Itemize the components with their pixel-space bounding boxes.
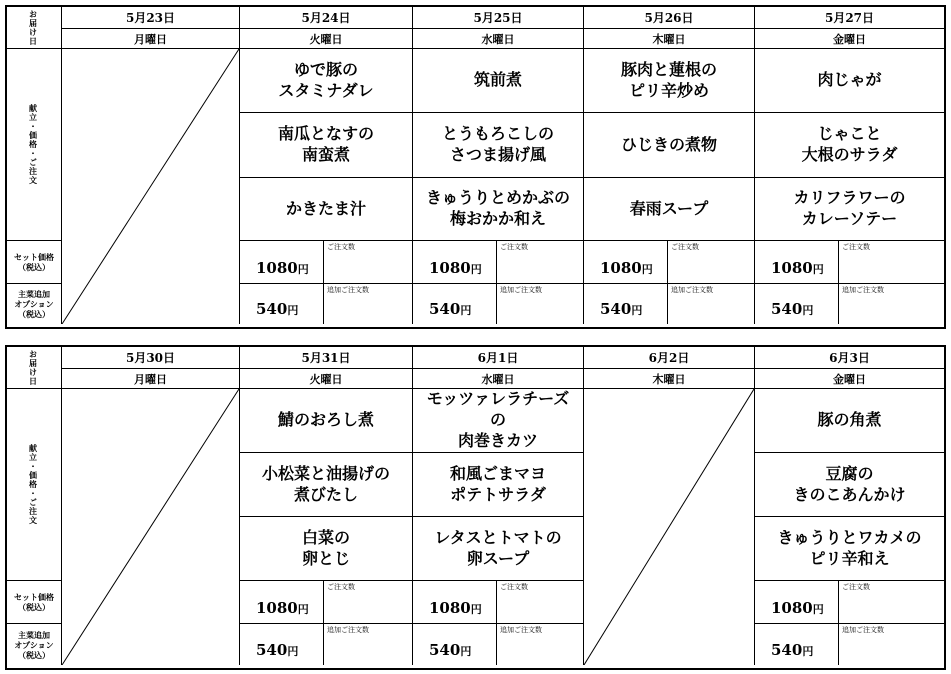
dish-name: 肉じゃが (817, 70, 882, 90)
set-price-row (240, 241, 413, 284)
price-value: 1080 (256, 259, 298, 277)
currency-unit: 円 (297, 263, 309, 276)
label-text: お届け日 (28, 349, 39, 386)
diagonal-line (584, 389, 754, 665)
dish-cell (755, 113, 944, 178)
set-price (584, 241, 668, 283)
additional-order-count-field[interactable] (324, 284, 412, 324)
dish-name: 豚肉と蓮根の ピリ辛炒め (620, 59, 717, 100)
order-count-field[interactable] (324, 241, 412, 283)
delivery-date-label (7, 7, 62, 49)
currency-unit: 円 (470, 603, 482, 616)
weekday-header: 火曜日 (240, 29, 413, 49)
date-header: 5月25日 (413, 7, 584, 29)
currency-unit: 円 (812, 603, 824, 616)
weekday-header: 金曜日 (755, 369, 944, 389)
dish-cell (413, 517, 584, 581)
date-header: 5月31日 (240, 347, 413, 369)
main-option-label: 主菜追加 オプション （税込） (7, 284, 62, 324)
dish-name: ひじきの煮物 (620, 134, 717, 154)
dish-name: じゃこと 大根のサラダ (801, 124, 898, 164)
date-header: 5月30日 (62, 347, 240, 369)
label-text: お届け日 (28, 9, 39, 46)
weekday-header: 水曜日 (413, 369, 584, 389)
additional-order-count-label: 追加ご注文数 (327, 626, 369, 634)
price-value: 540 (771, 300, 803, 318)
option-price-row (240, 284, 413, 324)
price-value: 1080 (771, 259, 813, 277)
dish-cell (584, 113, 755, 178)
order-count-label: ご注文数 (500, 583, 528, 591)
set-price-row (755, 581, 944, 624)
order-count-field[interactable] (839, 241, 944, 283)
currency-unit: 円 (460, 304, 472, 317)
diagonal-strike (62, 49, 239, 324)
dish-cell (413, 113, 584, 178)
currency-unit: 円 (802, 645, 814, 658)
option-price-row (584, 284, 755, 324)
dish-name: 筑前煮 (473, 70, 522, 90)
week-grid (7, 347, 944, 668)
price-value: 540 (256, 300, 288, 318)
price-value: 540 (429, 300, 461, 318)
dish-name: カリフラワーの カレーソテー (793, 188, 906, 228)
option-price-row (413, 284, 584, 324)
set-price (755, 241, 839, 283)
dish-cell (413, 49, 584, 113)
dish-cell (240, 113, 413, 178)
week-table-2 (5, 345, 946, 670)
order-count-field[interactable] (497, 241, 583, 283)
set-price (240, 581, 324, 623)
dish-name: レタスとトマトの 卵スープ (434, 527, 562, 568)
currency-unit: 円 (631, 304, 643, 317)
additional-order-count-label: 追加ご注文数 (842, 286, 884, 294)
dish-name: とうもろこしの さつま揚げ風 (441, 124, 554, 164)
additional-order-count-label: 追加ご注文数 (842, 626, 884, 634)
dish-cell (755, 389, 944, 453)
order-count-field[interactable] (839, 581, 944, 623)
currency-unit: 円 (287, 304, 299, 317)
weekday-header: 月曜日 (62, 369, 240, 389)
currency-unit: 円 (470, 263, 482, 276)
order-count-label: ご注文数 (842, 243, 870, 251)
additional-order-count-field[interactable] (839, 284, 944, 324)
option-price (755, 284, 839, 324)
dish-cell (584, 49, 755, 113)
price-value: 1080 (600, 259, 642, 277)
option-price (240, 624, 324, 665)
additional-order-count-field[interactable] (324, 624, 412, 665)
additional-order-count-label: 追加ご注文数 (671, 286, 713, 294)
dish-cell (755, 453, 944, 517)
additional-order-count-field[interactable] (497, 624, 583, 665)
menu-label (7, 49, 62, 241)
option-price-row (413, 624, 584, 665)
diagonal-line (62, 389, 239, 665)
weekday-header: 火曜日 (240, 369, 413, 389)
weekday-header: 木曜日 (584, 29, 755, 49)
option-price-row (240, 624, 413, 665)
date-header: 5月24日 (240, 7, 413, 29)
additional-order-count-label: 追加ご注文数 (500, 626, 542, 634)
currency-unit: 円 (297, 603, 309, 616)
additional-order-count-field[interactable] (668, 284, 754, 324)
additional-order-count-label: 追加ご注文数 (500, 286, 542, 294)
dish-name: 豆腐の きのこあんかけ (793, 463, 906, 504)
dish-name: かきたま汁 (285, 198, 366, 218)
currency-unit: 円 (812, 263, 824, 276)
set-price-row (240, 581, 413, 624)
additional-order-count-label: 追加ご注文数 (327, 286, 369, 294)
date-header: 6月2日 (584, 347, 755, 369)
date-header: 6月3日 (755, 347, 944, 369)
set-price (413, 241, 497, 283)
weekday-header: 水曜日 (413, 29, 584, 49)
price-value: 540 (771, 641, 803, 659)
menu-label (7, 389, 62, 581)
date-header: 6月1日 (413, 347, 584, 369)
set-price-row (413, 241, 584, 284)
dish-cell (240, 517, 413, 581)
dish-cell (240, 389, 413, 453)
dish-name: モッツァレラチーズ の 肉巻きカツ (426, 389, 570, 450)
order-count-label: ご注文数 (671, 243, 699, 251)
additional-order-count-field[interactable] (839, 624, 944, 665)
set-price-row (755, 241, 944, 284)
order-count-label: ご注文数 (500, 243, 528, 251)
order-count-label: ご注文数 (842, 583, 870, 591)
dish-cell (413, 453, 584, 517)
dish-name: 小松菜と油揚げの 煮びたし (261, 463, 390, 504)
dish-cell (755, 517, 944, 581)
order-count-field[interactable] (668, 241, 754, 283)
set-price (755, 581, 839, 623)
label-text: 献立・価格・ご注文 (28, 444, 39, 525)
option-price-row (755, 284, 944, 324)
dish-name: きゅうりとめかぶの 梅おかか和え (425, 188, 570, 228)
price-value: 1080 (771, 599, 813, 617)
date-header: 5月26日 (584, 7, 755, 29)
set-price (413, 581, 497, 623)
dish-cell (413, 178, 584, 241)
week-grid (7, 7, 944, 327)
dish-cell (240, 49, 413, 113)
no-delivery-cell (62, 49, 240, 324)
order-count-field[interactable] (497, 581, 583, 623)
option-price (413, 284, 497, 324)
weekday-header: 木曜日 (584, 369, 755, 389)
currency-unit: 円 (802, 304, 814, 317)
additional-order-count-field[interactable] (497, 284, 583, 324)
dish-name: 南瓜となすの 南蛮煮 (277, 124, 374, 164)
currency-unit: 円 (641, 263, 653, 276)
order-count-label: ご注文数 (327, 583, 355, 591)
date-header: 5月27日 (755, 7, 944, 29)
no-delivery-cell (584, 389, 755, 665)
option-price (584, 284, 668, 324)
price-value: 1080 (256, 599, 298, 617)
label-text: 献立・価格・ご注文 (28, 104, 39, 185)
option-price-row (755, 624, 944, 665)
weekday-header: 月曜日 (62, 29, 240, 49)
set-price-label: セット価格 （税込） (7, 241, 62, 284)
option-price (413, 624, 497, 665)
dish-name: 豚の角煮 (817, 410, 882, 430)
main-option-label: 主菜追加 オプション （税込） (7, 624, 62, 665)
set-price-row (584, 241, 755, 284)
diagonal-line (62, 49, 239, 324)
price-value: 1080 (429, 599, 471, 617)
dish-name: 白菜の 卵とじ (301, 527, 350, 568)
price-value: 1080 (429, 259, 471, 277)
dish-name: 和風ごまマヨ ポテトサラダ (449, 463, 546, 504)
currency-unit: 円 (287, 645, 299, 658)
order-count-label: ご注文数 (327, 243, 355, 251)
dish-cell (755, 178, 944, 241)
option-price (240, 284, 324, 324)
dish-name: ゆで豚の スタミナダレ (278, 59, 374, 100)
date-header: 5月23日 (62, 7, 240, 29)
dish-name: 春雨スープ (629, 198, 709, 218)
currency-unit: 円 (460, 645, 472, 658)
price-value: 540 (429, 641, 461, 659)
price-value: 540 (600, 300, 632, 318)
dish-cell (755, 49, 944, 113)
no-delivery-cell (62, 389, 240, 665)
set-price-row (413, 581, 584, 624)
diagonal-strike (62, 389, 239, 665)
dish-cell (584, 178, 755, 241)
week-table-1 (5, 5, 946, 329)
set-price-label: セット価格 （税込） (7, 581, 62, 624)
diagonal-strike (584, 389, 754, 665)
weekday-header: 金曜日 (755, 29, 944, 49)
price-value: 540 (256, 641, 288, 659)
set-price (240, 241, 324, 283)
order-count-field[interactable] (324, 581, 412, 623)
dish-name: 鯖のおろし煮 (277, 410, 374, 430)
dish-cell (240, 453, 413, 517)
dish-cell (240, 178, 413, 241)
dish-name: きゅうりとワカメの ピリ辛和え (777, 527, 922, 568)
delivery-date-label (7, 347, 62, 389)
option-price (755, 624, 839, 665)
dish-cell (413, 389, 584, 453)
